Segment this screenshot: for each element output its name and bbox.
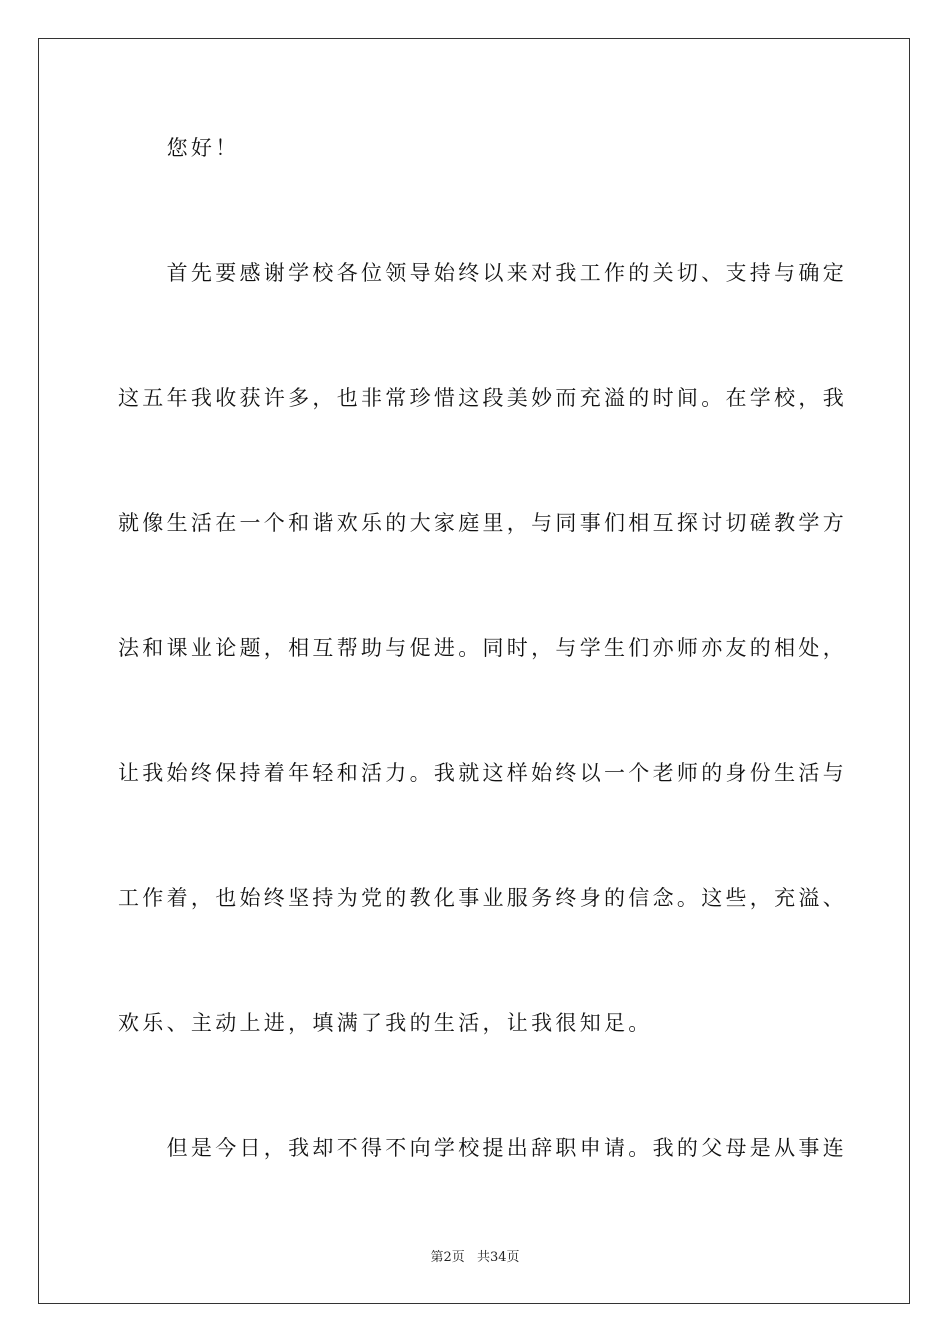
page-total: 共34页 [476, 1250, 520, 1265]
text-line: 就像生活在一个和谐欢乐的大家庭里，与同事们相互探讨切磋教学方 [118, 511, 847, 535]
text-line: 但是今日，我却不得不向学校提出辞职申请。我的父母是从事连 [118, 1136, 847, 1160]
page-footer [0, 1246, 950, 1265]
text-line: 这五年我收获许多，也非常珍惜这段美妙而充溢的时间。在学校，我 [118, 386, 847, 410]
text-line-greeting: 您好！ [118, 136, 240, 160]
page-number: 第2页 [430, 1250, 465, 1265]
text-line: 工作着，也始终坚持为党的教化事业服务终身的信念。这些，充溢、 [118, 886, 847, 910]
page-border [38, 38, 910, 1304]
text-line: 欢乐、主动上进，填满了我的生活，让我很知足。 [118, 1011, 653, 1035]
text-line: 首先要感谢学校各位领导始终以来对我工作的关切、支持与确定 [118, 261, 847, 285]
text-line: 让我始终保持着年轻和活力。我就这样始终以一个老师的身份生活与 [118, 761, 847, 785]
text-line: 法和课业论题，相互帮助与促进。同时，与学生们亦师亦友的相处， [118, 636, 847, 660]
